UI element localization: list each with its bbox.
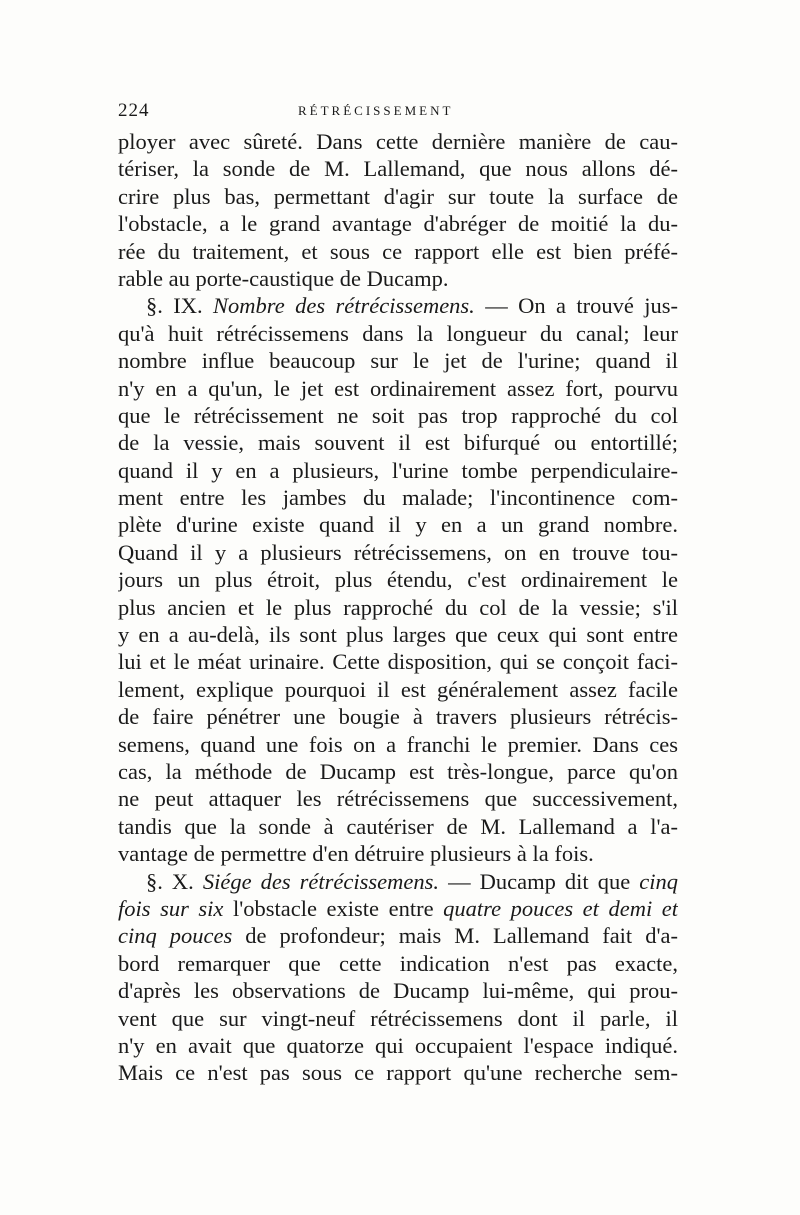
text-line: jours un plus étroit, plus étendu, c'est ordinairement le bbox=[118, 567, 678, 593]
text-line: vent que sur vingt-neuf rétrécissemens dont il parle, il bbox=[118, 1005, 678, 1031]
body-text bbox=[118, 128, 678, 1087]
text-line: de faire pénétrer une bougie à travers plusieurs rétrécis- bbox=[118, 704, 678, 730]
page-header bbox=[118, 100, 678, 124]
text-line: fois sur six l'obstacle existe entre quatre pouces et demi et bbox=[118, 895, 678, 921]
section-heading-line: §. X. Siége des rétrécissemens. — Ducamp dit que cinq bbox=[146, 868, 678, 894]
text-line: bord remarquer que cette indication n'est pas exacte, bbox=[118, 950, 678, 976]
text-line: quand il y en a plusieurs, l'urine tombe perpendiculaire- bbox=[118, 457, 678, 483]
text-line: n'y en a qu'un, le jet est ordinairement assez fort, pourvu bbox=[118, 375, 678, 401]
text-line: plète d'urine existe quand il y en a un grand nombre. bbox=[118, 512, 678, 538]
text-line: de la vessie, mais souvent il est bifurqué ou entortillé; bbox=[118, 430, 678, 456]
text-line: que le rétrécissement ne soit pas trop rapproché du col bbox=[118, 402, 678, 428]
text-line: Quand il y a plusieurs rétrécissemens, on en trouve tou- bbox=[118, 539, 678, 565]
text-line: lement, explique pourquoi il est généralement assez facile bbox=[118, 676, 678, 702]
text-line: crire plus bas, permettant d'agir sur toute la surface de bbox=[118, 183, 678, 209]
text-line: nombre influe beaucoup sur le jet de l'urine; quand il bbox=[118, 348, 678, 374]
section-title: Nombre des rétrécissemens. bbox=[213, 293, 475, 319]
text-line: plus ancien et le plus rapproché du col de la vessie; s'il bbox=[118, 594, 678, 620]
text-line: qu'à huit rétrécissemens dans la longueur du canal; leur bbox=[118, 320, 678, 346]
text-line: lui et le méat urinaire. Cette disposition, qui se conçoit faci- bbox=[118, 649, 678, 675]
section-heading-line: §. IX. Nombre des rétrécissemens. — On a trouvé jus- bbox=[146, 293, 678, 319]
text-line: l'obstacle, a le grand avantage d'abréger de moitié la du- bbox=[118, 211, 678, 237]
text-line: rable au porte-caustique de Ducamp. bbox=[118, 265, 449, 291]
section-title: Siége des rétrécissemens. bbox=[202, 868, 440, 894]
text-line: ne peut attaquer les rétrécissemens que successivement, bbox=[118, 786, 678, 812]
text-line: cas, la méthode de Ducamp est très-longue, parce qu'on bbox=[118, 758, 678, 784]
running-head: RÉTRÉCISSEMENT bbox=[298, 103, 454, 118]
text-line: rée du traitement, et sous ce rapport elle est bien préfé- bbox=[118, 238, 678, 264]
text-line: n'y en avait que quatorze qui occupaient l'espace indiqué. bbox=[118, 1032, 678, 1058]
text-line: tandis que la sonde à cautériser de M. Lallemand a l'a- bbox=[118, 813, 678, 839]
page-number: 224 bbox=[118, 100, 150, 121]
text-line: y en a au-delà, ils sont plus larges que ceux qui sont entre bbox=[118, 622, 678, 648]
text-line: tériser, la sonde de M. Lallemand, que nous allons dé- bbox=[118, 156, 678, 182]
text-line: Mais ce n'est pas sous ce rapport qu'une recherche sem- bbox=[118, 1060, 678, 1086]
text-line: ployer avec sûreté. Dans cette dernière manière de cau- bbox=[118, 129, 678, 154]
text-line: vantage de permettre d'en détruire plusieurs à la fois. bbox=[118, 841, 594, 867]
text-line: semens, quand une fois on a franchi le premier. Dans ces bbox=[118, 731, 678, 757]
text-line: d'après les observations de Ducamp lui-même, qui prou- bbox=[118, 978, 678, 1004]
text-line: ment entre les jambes du malade; l'incontinence com- bbox=[118, 485, 678, 511]
text-line: cinq pouces de profondeur; mais M. Lallemand fait d'a- bbox=[118, 923, 678, 949]
